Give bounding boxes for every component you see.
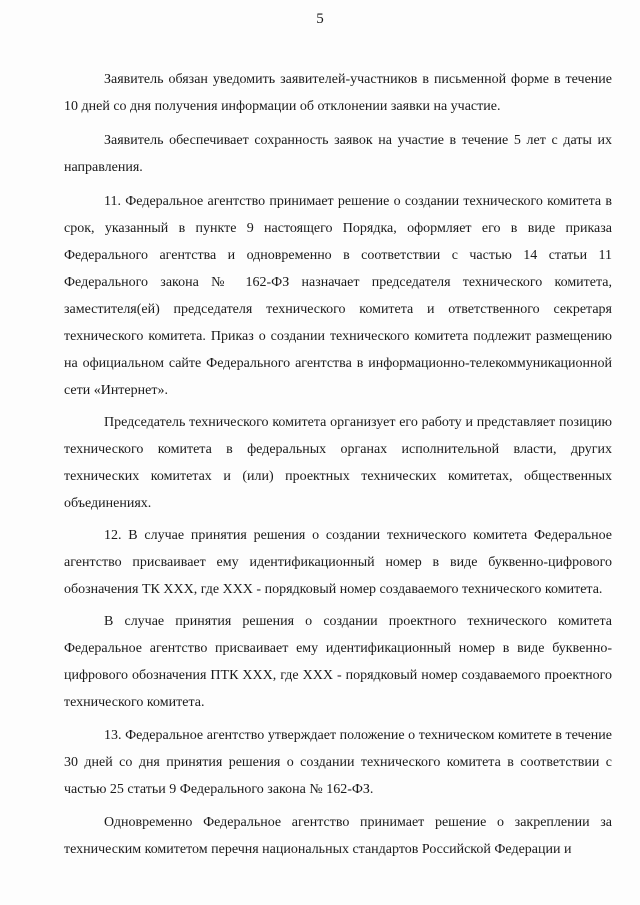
paragraph-project-committee-number: В случае принятия решения о создании проектного технического комитета Федеральное агентство присваивает ему идентификационный номер в виде буквенно-цифрового обозначения ПТК ХХХ, где ХХХ - порядковый номер создаваемого проектного технического комитета. — [64, 614, 612, 710]
paragraph-application-retention: Заявитель обеспечивает сохранность заявок на участие в течение 5 лет с даты их направления. — [64, 133, 612, 175]
paragraph-item-12: 12. В случае принятия решения о создании технического комитета Федеральное агентство присваивает ему идентификационный номер в виде буквенно-цифрового обозначения ТК ХХХ, где ХХХ - порядковый номер создаваемого технического комитета. — [64, 528, 612, 597]
paragraph-item-13: 13. Федеральное агентство утверждает положение о техническом комитете в течение 30 дней со дня принятия решения о создании технического комитета в соответствии с частью 25 статьи 9 Федерального закона № 162-ФЗ. — [64, 728, 612, 797]
document-body — [64, 66, 612, 863]
paragraph-standards-assignment: Одновременно Федеральное агентство принимает решение о закреплении за техническим комитетом перечня национальных стандартов Российской Федерации и — [64, 815, 612, 857]
paragraph-notification-duty: Заявитель обязан уведомить заявителей-участников в письменной форме в течение 10 дней со дня получения информации об отклонении заявки на участие. — [64, 72, 612, 114]
paragraph-committee-chair: Председатель технического комитета организует его работу и представляет позицию технического комитета в федеральных органах исполнительной власти, других технических комитетах и (или) проектных технических комитетах, общественных объединениях. — [64, 415, 612, 511]
page-number: 5 — [316, 11, 324, 27]
paragraph-item-11: 11. Федеральное агентство принимает решение о создании технического комитета в срок, указанный в пункте 9 настоящего Порядка, оформляет его в виде приказа Федерального агентства и одновременно в соответствии с частью 14 статьи 11 Федерального закона № 162-ФЗ назначает председателя технического комитета, заместителя(ей) председателя технического комитета и ответственного секретаря технического комитета. Приказ о создании технического комитета подлежит размещению на официальном сайте Федерального агентства в информационно-телекоммуникационной сети «Интернет». — [64, 194, 612, 398]
